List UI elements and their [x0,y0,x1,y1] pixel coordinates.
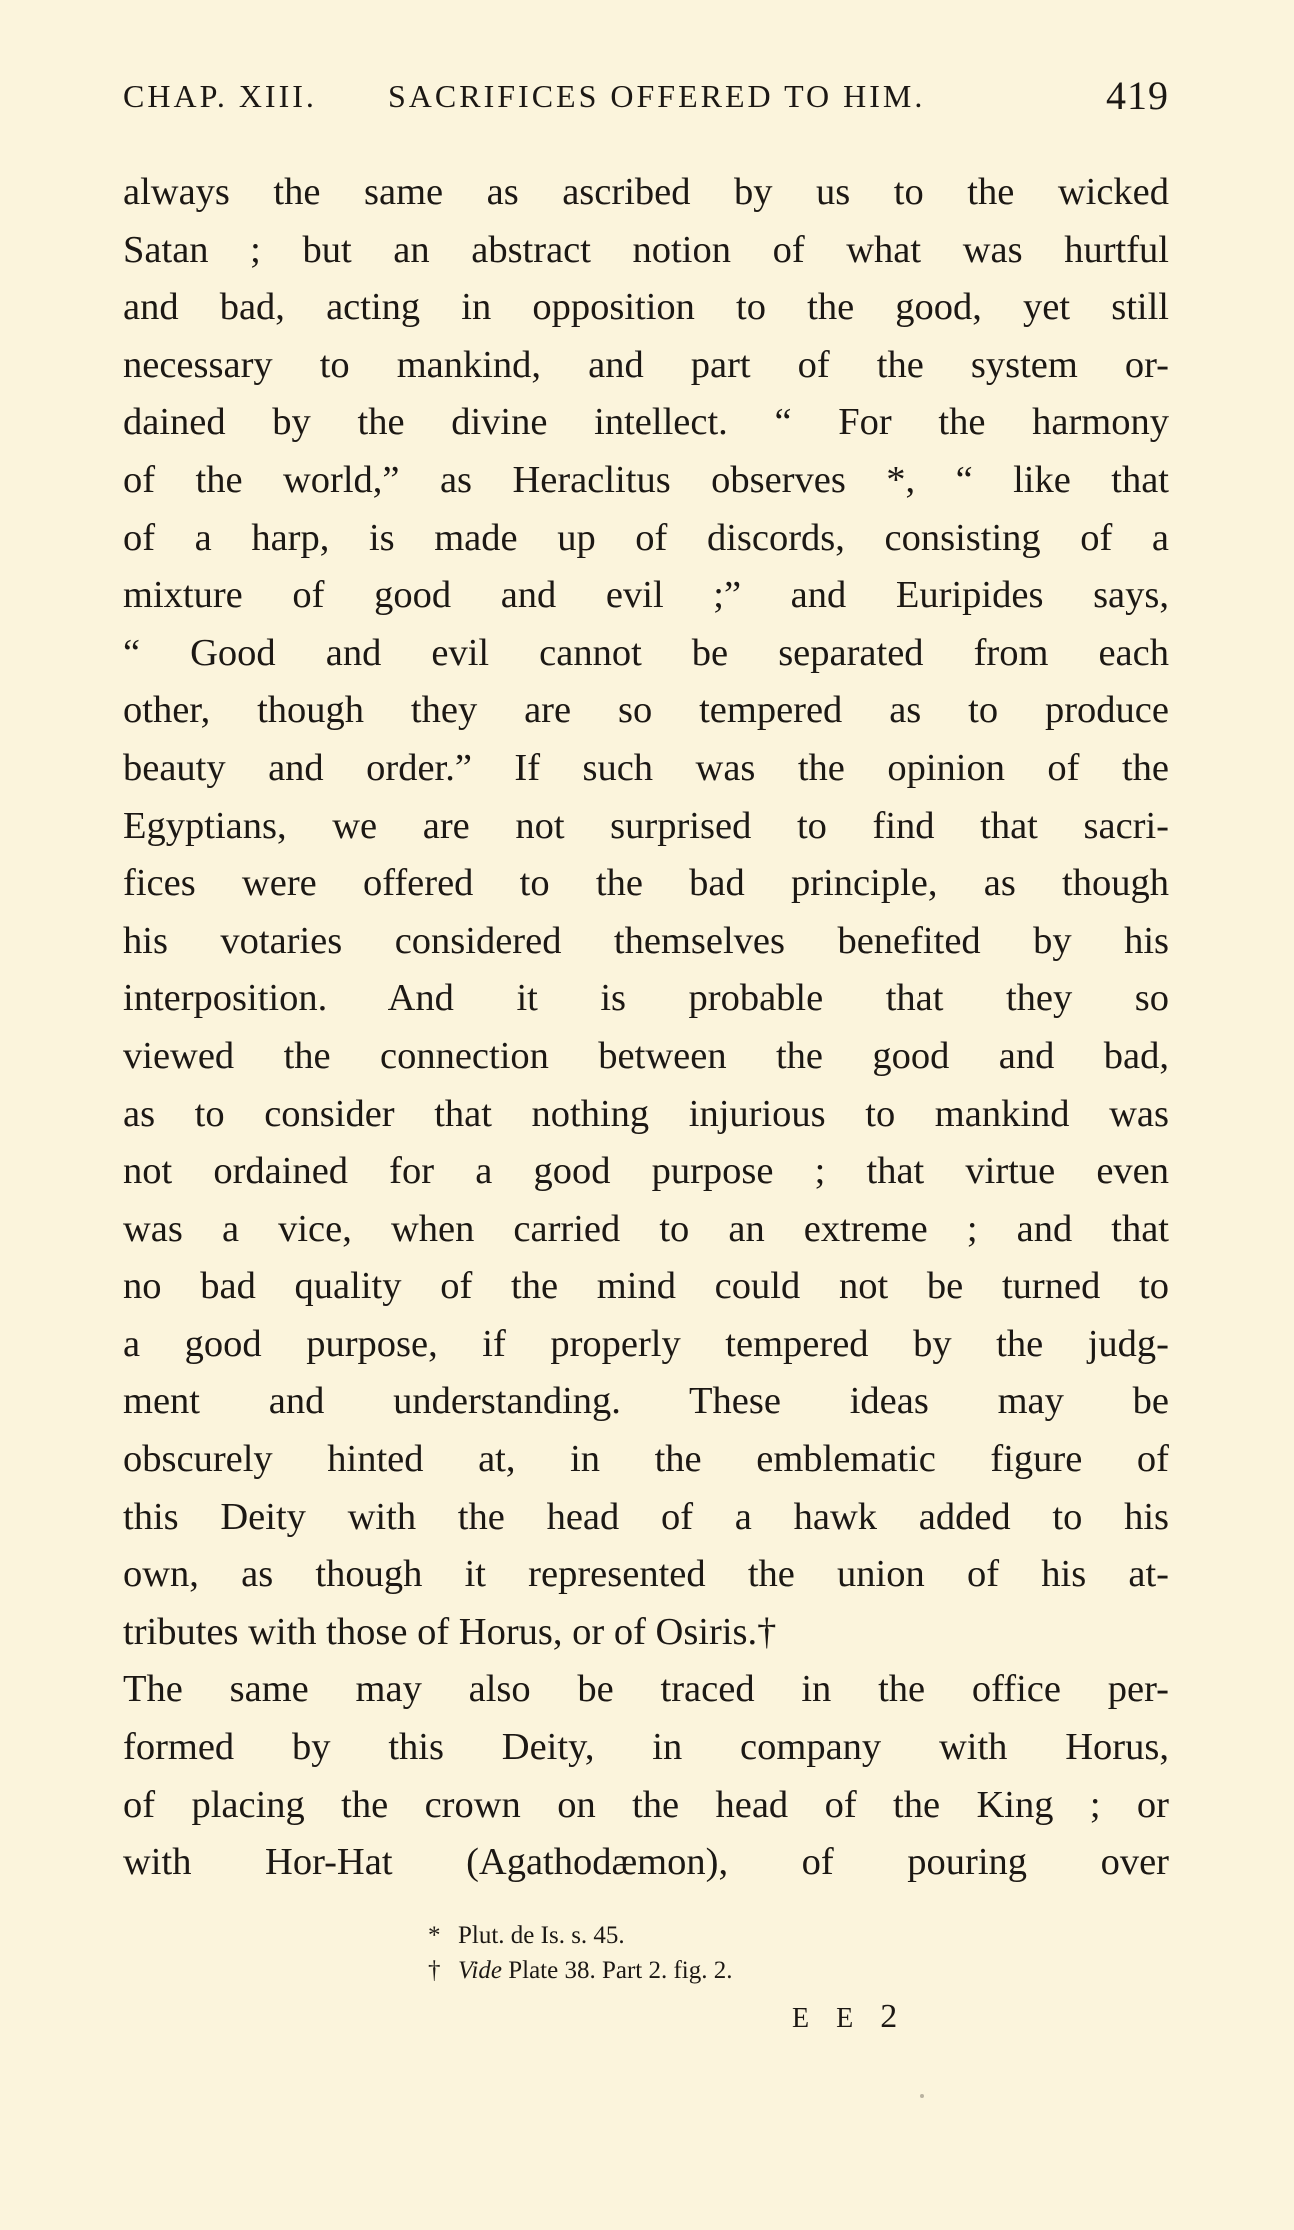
text-line: other, though they are so tempered as to produce [123,689,1169,732]
text-line: beauty and order.” If such was the opinion of the [123,746,1169,789]
text-line: own, as though it represented the union of his at- [123,1553,1169,1596]
footnote-symbol: † [428,1957,441,1984]
signature-letters: E E [792,2003,864,2034]
footnote [428,1953,733,1988]
text-line: this Deity with the head of a hawk added to his [123,1495,1169,1538]
text-line: fices were offered to the bad principle, as though [123,862,1169,905]
text-line: necessary to mankind, and part of the system or- [123,343,1169,386]
text-line: mixture of good and evil ;” and Euripides says, [123,574,1169,617]
text-line: his votaries considered themselves benefited by his [123,919,1169,962]
text-line: formed by this Deity, in company with Horus, [123,1726,1169,1769]
text-line: of the world,” as Heraclitus observes *, “ like that [123,458,1169,501]
text-line: Satan ; but an abstract notion of what was hurtful [123,228,1169,271]
body-text [123,164,1169,1892]
text-line: interposition. And it is probable that they so [123,977,1169,1020]
text-line: of placing the crown on the head of the King ; or [123,1783,1169,1826]
text-line: ment and understanding. These ideas may be [123,1380,1169,1423]
text-line: and bad, acting in opposition to the good, yet still [123,286,1169,329]
text-line: Egyptians, we are not surprised to find that sacri- [123,804,1169,847]
text-line: with Hor-Hat (Agathodæmon), of pouring over [123,1841,1169,1884]
text-line: “ Good and evil cannot be separated from each [123,631,1169,674]
text-line: tributes with those of Horus, or of Osiris.† [123,1610,777,1653]
text-line: of a harp, is made up of discords, consisting of a [123,516,1169,559]
paper-speck [920,2094,924,2098]
page-number: 419 [1106,73,1169,118]
footnote-text: Plate 38. Part 2. fig. 2. [501,1957,733,1984]
text-line: no bad quality of the mind could not be turned to [123,1265,1169,1308]
page-title: SACRIFICES OFFERED TO HIM. [388,78,926,114]
footnote-text: Plut. de Is. s. 45. [458,1922,625,1949]
text-line: obscurely hinted at, in the emblematic figure of [123,1438,1169,1481]
text-line: viewed the connection between the good and bad, [123,1034,1169,1077]
text-line: The same may also be traced in the office per- [123,1668,1169,1711]
text-line: always the same as ascribed by us to the wicked [123,171,1169,213]
text-line: as to consider that nothing injurious to mankind was [123,1092,1169,1135]
text-line: was a vice, when carried to an extreme ; and that [123,1207,1169,1250]
footnote-italic: Vide [458,1957,502,1984]
text-line: not ordained for a good purpose ; that virtue even [123,1150,1169,1193]
chapter-label: CHAP. XIII. [123,78,317,114]
footnotes [428,1918,733,1988]
footnote [428,1918,733,1953]
text-line: a good purpose, if properly tempered by the judg- [123,1322,1169,1365]
signature-mark [792,1998,897,2036]
signature-number: 2 [880,1998,898,2035]
footnote-symbol: * [428,1922,441,1949]
running-header [123,72,1169,118]
text-line: dained by the divine intellect. “ For the harmony [123,401,1169,444]
